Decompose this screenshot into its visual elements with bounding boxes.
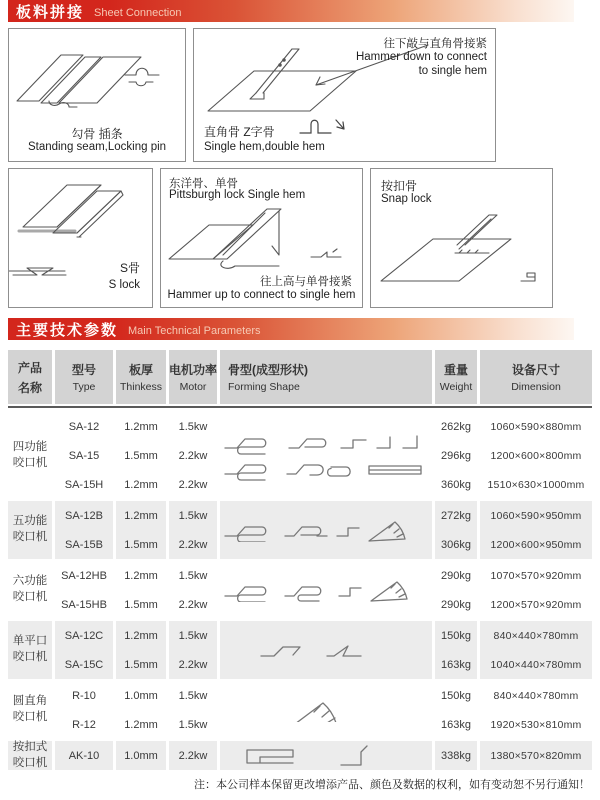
forming-shape-round-corner <box>223 698 429 722</box>
type-cell: R-12 <box>72 718 96 731</box>
motor-cell: 1.5kw <box>169 501 217 530</box>
motor-cell: 2.2kw <box>178 449 208 462</box>
single-hem-label-cn: 直角骨 Z字骨 <box>204 125 275 139</box>
weight-cell: 163kg <box>435 650 477 679</box>
forming-shape-snap <box>223 744 429 768</box>
s-lock-label-cn: S骨 <box>119 261 140 275</box>
table-group-2 <box>8 561 592 619</box>
table-group-4 <box>8 681 592 739</box>
product-name-line: 咬口机 <box>12 591 48 603</box>
dimension-cell: 1070×570×920mm <box>490 569 582 582</box>
header-thickness <box>116 350 166 404</box>
forming-shape-four-func-a <box>223 431 429 455</box>
weight-cell: 338kg <box>435 741 477 770</box>
dimension-cell: 1040×440×780mm <box>480 650 592 679</box>
table-body <box>8 412 592 770</box>
product-name-line: 咬口机 <box>12 756 48 769</box>
product-name-line: 咬口机 <box>12 456 48 469</box>
header-shape <box>220 350 432 404</box>
weight-cell: 290kg <box>441 598 471 611</box>
sheet-connection-title-en: Sheet Connection <box>94 6 182 19</box>
parameters-title-en: Main Technical Parameters <box>128 324 261 337</box>
forming-shape-cell <box>220 681 432 739</box>
table-group-3 <box>8 621 592 679</box>
dimension-cell: 1200×600×950mm <box>480 530 592 559</box>
pittsburgh-label-cn: 东洋骨、单骨 <box>169 178 238 190</box>
motor-cell: 2.2kw <box>169 530 217 559</box>
thickness-cell: 1.2mm <box>116 501 166 530</box>
single-hem-label-en: Single hem,double hem <box>204 141 325 153</box>
header-dimension-line1: 设备尺寸 <box>511 363 560 377</box>
forming-shape-cell <box>220 501 432 559</box>
dimension-cell: 840×440×780mm <box>480 621 592 650</box>
forming-shape-cell <box>220 741 432 770</box>
pittsburgh-note-en: Hammer up to connect to single hem <box>167 289 356 301</box>
product-name-line: 单平口 <box>12 635 48 648</box>
header-dimension-line2: Dimension <box>511 381 561 393</box>
sheet-connection-title-cn: 板料拼接 <box>16 3 85 21</box>
product-name-cell <box>8 741 52 770</box>
type-cell: SA-15HB <box>61 598 107 611</box>
dimension-cell: 1380×570×820mm <box>480 741 592 770</box>
header-product <box>8 350 52 404</box>
product-name-cell <box>8 412 52 499</box>
forming-shape-flat-seam <box>223 638 429 662</box>
snap-lock-drawing <box>371 207 552 307</box>
forming-shape-four-func-b <box>223 457 429 481</box>
panel-snap-lock <box>370 168 553 308</box>
thickness-cell: 1.2mm <box>124 478 158 491</box>
panel-standing-seam <box>8 28 186 162</box>
header-product-line2: 名称 <box>17 380 42 395</box>
header-motor-line2: Motor <box>179 381 207 393</box>
header-shape-line1: 骨型(成型形状) <box>228 363 308 377</box>
thickness-cell: 1.2mm <box>124 420 158 433</box>
product-name-line: 咬口机 <box>12 711 48 723</box>
product-name-cell <box>8 561 52 619</box>
forming-shape-six-func <box>223 578 429 602</box>
table-group-0 <box>8 412 592 499</box>
standing-seam-label-en: Standing seam,Locking pin <box>27 141 167 153</box>
snap-lock-label-cn: 按扣骨 <box>381 179 418 193</box>
header-motor <box>169 350 217 404</box>
forming-shape-cell <box>220 412 432 499</box>
type-cell: SA-15 <box>68 449 100 462</box>
product-name-line: 按扣式 <box>12 740 48 753</box>
type-cell: SA-12 <box>68 420 100 433</box>
panel-single-hem <box>193 28 496 162</box>
weight-cell: 163kg <box>441 718 471 731</box>
header-dimension <box>480 350 592 404</box>
product-name-line: 咬口机 <box>12 531 48 543</box>
type-cell: SA-15B <box>55 530 113 559</box>
forming-shape-cell <box>220 561 432 619</box>
forming-shape-cell <box>220 621 432 679</box>
single-hem-note-en-2: to single hem <box>418 65 487 77</box>
parameters-title-cn: 主要技术参数 <box>16 321 119 339</box>
thickness-cell: 1.2mm <box>124 569 158 582</box>
type-cell: SA-12B <box>55 501 113 530</box>
weight-cell: 290kg <box>441 569 471 582</box>
parameters-banner <box>8 318 574 340</box>
weight-cell: 262kg <box>441 420 471 433</box>
motor-cell: 2.2kw <box>169 650 217 679</box>
dimension-cell: 840×440×780mm <box>493 689 579 702</box>
panels-row-1 <box>8 28 600 162</box>
motor-cell: 1.5kw <box>178 420 208 433</box>
snap-lock-label-en: Snap lock <box>381 193 432 205</box>
weight-cell: 272kg <box>435 501 477 530</box>
type-cell: SA-15H <box>64 478 104 491</box>
header-weight-line2: Weight <box>439 381 473 393</box>
thickness-cell: 1.5mm <box>116 530 166 559</box>
product-name-line: 五功能 <box>12 515 48 528</box>
thickness-cell: 1.0mm <box>124 689 158 702</box>
dimension-cell: 1510×630×1000mm <box>487 478 585 491</box>
motor-cell: 1.5kw <box>178 689 208 702</box>
s-lock-label-en: S lock <box>108 279 140 291</box>
single-hem-note-en-1: Hammer down to connect <box>355 51 487 63</box>
pittsburgh-label-en: Pittsburgh lock Single hem <box>169 189 306 201</box>
type-cell: SA-12HB <box>61 569 107 582</box>
header-weight <box>435 350 477 404</box>
thickness-cell: 1.5mm <box>124 449 158 462</box>
header-thickness-line2: Thinkess <box>119 381 162 393</box>
panels-row-2 <box>8 168 600 308</box>
header-shape-line2: Forming Shape <box>228 381 300 393</box>
weight-cell: 296kg <box>441 449 471 462</box>
type-cell: SA-12C <box>55 621 113 650</box>
motor-cell: 2.2kw <box>178 478 208 491</box>
table-group-1 <box>8 501 592 559</box>
dimension-cell: 1060×590×950mm <box>480 501 592 530</box>
dimension-cell: 1060×590×880mm <box>490 420 582 433</box>
parameters-table <box>8 350 592 770</box>
product-name-line: 六功能 <box>12 575 48 588</box>
motor-cell: 2.2kw <box>169 741 217 770</box>
thickness-cell: 1.2mm <box>116 621 166 650</box>
pittsburgh-note-cn: 往上高与单骨接紧 <box>260 276 352 288</box>
motor-cell: 1.5kw <box>178 718 208 731</box>
z-hem-glyph <box>298 115 350 139</box>
dimension-cell: 1920×530×810mm <box>490 718 582 731</box>
header-type <box>55 350 113 404</box>
pittsburgh-drawing <box>161 201 362 275</box>
panel-s-lock <box>8 168 153 308</box>
footnote: 注：本公司样本保留更改增添产品、颜色及数据的权利，如有变动恕不另行通知！ <box>194 779 590 791</box>
product-name-cell <box>8 681 52 739</box>
weight-cell: 306kg <box>435 530 477 559</box>
type-cell: AK-10 <box>55 741 113 770</box>
header-type-line1: 型号 <box>71 363 96 377</box>
table-header-row <box>8 350 592 404</box>
sheet-connection-banner <box>8 0 574 22</box>
product-name-line: 四功能 <box>12 440 48 453</box>
standing-seam-drawing <box>9 29 185 125</box>
product-name-line: 咬口机 <box>12 651 48 663</box>
header-type-line2: Type <box>72 381 96 393</box>
table-group-5 <box>8 741 592 770</box>
thickness-cell: 1.5mm <box>116 650 166 679</box>
thickness-cell: 1.0mm <box>116 741 166 770</box>
type-cell: SA-15C <box>55 650 113 679</box>
product-name-line: 圆直角 <box>12 695 48 708</box>
thickness-cell: 1.5mm <box>124 598 158 611</box>
type-cell: R-10 <box>72 689 96 702</box>
panel-pittsburgh <box>160 168 363 308</box>
motor-cell: 1.5kw <box>169 621 217 650</box>
header-thickness-line1: 板厚 <box>128 363 153 377</box>
dimension-cell: 1200×600×800mm <box>490 449 582 462</box>
weight-cell: 150kg <box>435 621 477 650</box>
dimension-cell: 1200×570×920mm <box>490 598 582 611</box>
single-hem-note-cn: 往下敲与直角骨接紧 <box>383 38 487 50</box>
standing-seam-label-cn: 勾骨 插条 <box>71 127 123 141</box>
weight-cell: 150kg <box>441 689 471 702</box>
header-weight-line1: 重量 <box>443 363 468 377</box>
motor-cell: 2.2kw <box>178 598 208 611</box>
header-rule <box>8 406 592 408</box>
weight-cell: 360kg <box>441 478 471 491</box>
product-name-cell <box>8 621 52 679</box>
motor-cell: 1.5kw <box>178 569 208 582</box>
product-name-cell <box>8 501 52 559</box>
thickness-cell: 1.2mm <box>124 718 158 731</box>
header-product-line1: 产品 <box>17 360 42 375</box>
header-motor-line1: 电机功率 <box>169 363 218 377</box>
forming-shape-five-func <box>223 518 429 542</box>
